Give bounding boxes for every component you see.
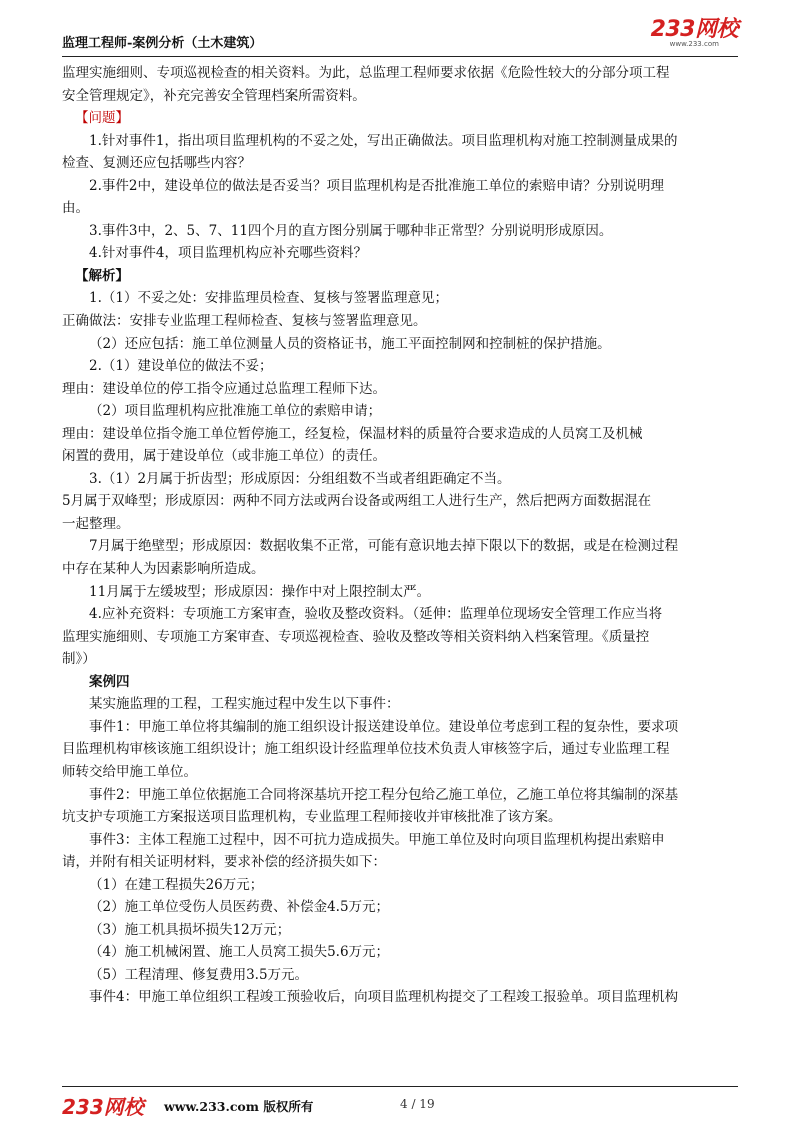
body-line: 某实施监理的工程，工程实施过程中发生以下事件： (89, 696, 400, 713)
loss-item: （4）施工机械闲置、施工人员窝工损失5.6万元； (89, 944, 390, 961)
answer-item: 2.（1）建设单位的做法不妥； (89, 358, 273, 375)
body-line: 正确做法：安排专业监理工程师检查、复核与签署监理意见。 (62, 313, 427, 330)
logo-text: 233网校 (650, 17, 738, 42)
page-number: 4 / 19 (400, 1097, 435, 1111)
body-line: 一起整理。 (62, 515, 130, 532)
answer-item: 7月属于绝壁型；形成原因：数据收集不正常，可能有意识地去掉下限以下的数据，或是在检测过程 (89, 538, 679, 555)
page-header (62, 18, 738, 57)
body-line: 坑支护专项施工方案报送项目监理机构，专业监理工程师接收并审核批准了该方案。 (62, 809, 562, 826)
body-line: 闲置的费用，属于建设单位（或非施工单位）的责任。 (62, 448, 386, 465)
body-line: 请，并附有相关证明材料，要求补偿的经济损失如下： (62, 854, 386, 871)
body-line: 监理实施细则、专项巡视检查的相关资料。为此，总监理工程师要求依据《危险性较大的分部分项工程 (62, 65, 670, 81)
question-item: 2.事件2中，建设单位的做法是否妥当？项目监理机构是否批准施工单位的索赔申请？分别说明理 (89, 177, 664, 194)
answer-item: 3.（1）2月属于折齿型；形成原因：分组组数不当或者组距确定不当。 (89, 470, 511, 487)
question-item: 4.针对事件4，项目监理机构应补充哪些资料？ (89, 245, 367, 262)
section-heading-analysis: 【解析】 (75, 267, 129, 284)
body-line: 师转交给甲施工单位。 (62, 763, 197, 780)
loss-item: （1）在建工程损失26万元； (89, 876, 264, 893)
page-footer (62, 1086, 738, 1119)
answer-item: （2）还应包括：施工单位测量人员的资格证书，施工平面控制网和控制桩的保护措施。 (89, 335, 611, 352)
event-item: 事件3：主体工程施工过程中，因不可抗力造成损失。甲施工单位及时向项目监理机构提出索赔申 (89, 831, 665, 848)
logo-url: www.233.com (669, 40, 719, 48)
footer-logo: 233网校 (62, 1095, 144, 1119)
body-line: 检查、复测还应包括哪些内容？ (62, 155, 251, 172)
answer-item: （2）项目监理机构应批准施工单位的索赔申请； (89, 403, 382, 420)
body-line: 由。 (62, 200, 89, 217)
body-line: 目监理机构审核该施工组织设计；施工组织设计经监理单位技术负责人审核签字后，通过专业监理工程 (62, 741, 670, 758)
question-item: 1.针对事件1，指出项目监理机构的不妥之处，写出正确做法。项目监理机构对施工控制测量成果的 (89, 132, 678, 149)
loss-item: （2）施工单位受伤人员医药费、补偿金4.5万元； (89, 899, 390, 916)
event-item: 事件4：甲施工单位组织工程竣工预验收后，向项目监理机构提交了工程竣工报验单。项目监理机构 (89, 989, 679, 1006)
brand-logo (651, 18, 738, 49)
body-line: 监理实施细则、专项施工方案审查、专项巡视检查、验收及整改等相关资料纳入档案管理。《质量控 (62, 628, 650, 645)
body-line: 理由：建设单位指令施工单位暂停施工，经复检，保温材料的质量符合要求造成的人员窝工及机械 (62, 425, 643, 442)
body-line: 中存在某种人为因素影响所造成。 (62, 561, 265, 578)
body-line: 理由：建设单位的停工指令应通过总监理工程师下达。 (62, 380, 386, 397)
copyright-text: www.233.com 版权所有 (164, 1099, 314, 1114)
loss-item: （5）工程清理、修复费用3.5万元。 (89, 966, 309, 983)
loss-item: （3）施工机具损坏损失12万元； (89, 921, 291, 938)
body-line: 制》） (62, 651, 96, 668)
event-item: 事件2：甲施工单位依据施工合同将深基坑开挖工程分包给乙施工单位，乙施工单位将其编制的深基 (89, 786, 679, 803)
body-line: 5月属于双峰型；形成原因：两种不同方法或两台设备或两组工人进行生产，然后把两方面数据混在 (62, 493, 652, 510)
document-body (62, 62, 740, 1009)
question-item: 3.事件3中，2、5、7、11四个月的直方图分别属于哪种非正常型？分别说明形成原因。 (89, 222, 613, 239)
document-title: 监理工程师-案例分析（土木建筑） (62, 36, 263, 51)
answer-item: 4.应补充资料：专项施工方案审查，验收及整改资料。（延伸：监理单位现场安全管理工作应当将 (89, 606, 663, 623)
case-heading: 案例四 (89, 673, 130, 690)
event-item: 事件1：甲施工单位将其编制的施工组织设计报送建设单位。建设单位考虑到工程的复杂性，要求项 (89, 718, 679, 735)
answer-item: 11月属于左缓坡型；形成原因：操作中对上限控制太严。 (89, 583, 431, 600)
body-line: 安全管理规定》，补充完善安全管理档案所需资料。 (62, 87, 366, 104)
section-heading-questions: 【问题】 (75, 110, 129, 127)
answer-item: 1.（1）不妥之处：安排监理员检查、复核与签署监理意见； (89, 290, 448, 307)
